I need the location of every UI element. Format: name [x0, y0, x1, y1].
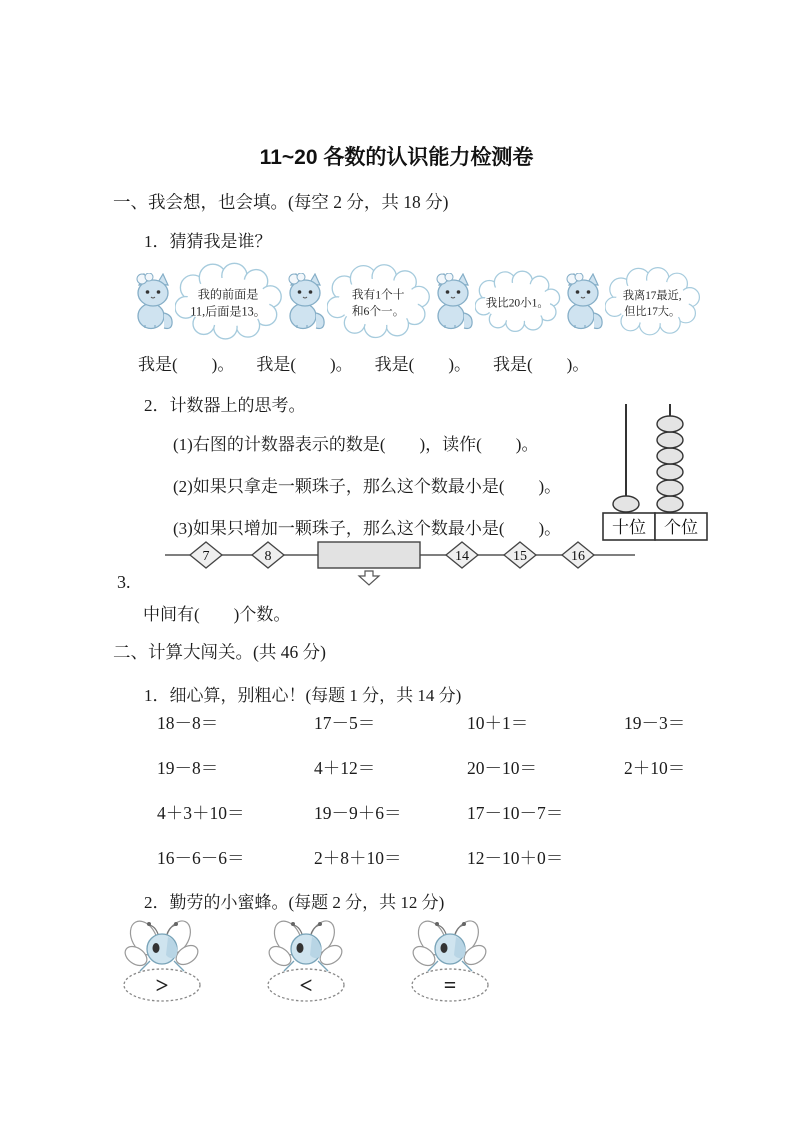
math-problem: 4＋3＋10＝: [157, 803, 245, 823]
section-two-heading: 二、计算大闯关。(共 46 分): [113, 642, 326, 662]
bubble-1-line-2: 11,后面是13。: [190, 304, 266, 319]
bubble-4-line-2: 但比17大。: [624, 305, 681, 318]
q2-item-3: (3)如果只增加一颗珠子，那么这个数最小是( )。: [173, 519, 562, 538]
math-problem: 17－10－7＝: [467, 803, 564, 823]
kitten-icon: [283, 273, 327, 331]
node-7: 7: [202, 549, 210, 564]
bubble-3-line-1: 我比20小1。: [485, 297, 549, 310]
node-14: 14: [455, 549, 469, 564]
compare-symbol-1: >: [155, 973, 169, 998]
math-problem: 17－5＝: [314, 713, 376, 733]
hidden-numbers-box: [318, 542, 420, 568]
q2-item-1: (1)右图的计数器表示的数是( )，读作( )。: [173, 435, 539, 454]
q1-answer-blank-2: 我是( )。: [256, 355, 353, 374]
q1-label: 1．猜猜我是谁？: [144, 232, 272, 251]
q3-label: 3.: [117, 572, 131, 592]
calc-label: 1．细心算，别粗心！(每题 1 分，共 14 分): [144, 686, 462, 705]
section-one-heading: 一、我会想，也会填。(每空 2 分，共 18 分): [113, 192, 449, 212]
bee-greater-than-icon: [110, 918, 215, 1006]
bee-symbols-row: [110, 918, 503, 1006]
math-problem: 2＋8＋10＝: [314, 848, 402, 868]
bubble-4-line-1: 我离17最近,: [622, 289, 682, 302]
compare-symbol-2: <: [299, 973, 313, 998]
q1-answer-blank-3: 我是( )。: [374, 355, 471, 374]
math-problem: 19－9＋6＝: [314, 803, 402, 823]
math-problem: 18－8＝: [157, 713, 219, 733]
node-16: 16: [571, 549, 585, 564]
speech-bubble-2: [327, 262, 431, 342]
kitten-icon: [561, 273, 605, 331]
page-title: 11~20 各数的认识能力检测卷: [259, 146, 534, 169]
abacus-counter: [598, 400, 712, 542]
math-problem: [624, 845, 719, 890]
guess-who-illustration: [131, 255, 699, 349]
number-line: [160, 540, 640, 588]
bees-label: 2．勤劳的小蜜蜂。(每题 2 分，共 12 分): [144, 893, 445, 912]
math-problem: 2＋10＝: [624, 758, 686, 778]
ones-beads: [657, 416, 683, 512]
q2-item-2: (2)如果只拿走一颗珠子，那么这个数最小是( )。: [173, 477, 562, 496]
math-problem: 20－10＝: [467, 758, 537, 778]
bubble-2-line-1: 我有1个十: [351, 288, 405, 302]
ones-place-label: 个位: [664, 518, 698, 537]
cat-bubble-unit-1: [131, 262, 283, 342]
q1-answer-blank-4: 我是( )。: [492, 355, 590, 374]
bee-equals-icon: [398, 918, 503, 1006]
speech-bubble-1: [175, 262, 283, 342]
math-problem: [624, 800, 719, 845]
cat-bubble-unit-2: [283, 262, 431, 342]
cat-bubble-unit-4: [561, 263, 701, 341]
bee-less-than-icon: [254, 918, 359, 1006]
q2-label: 2．计数器上的思考。: [144, 396, 306, 415]
speech-bubble-4: [605, 263, 701, 341]
speech-bubble-3: [475, 270, 561, 334]
kitten-icon: [431, 273, 475, 331]
q3-caption: 中间有( )个数。: [143, 605, 291, 624]
compare-symbol-3: =: [443, 972, 457, 997]
tens-bead: [613, 496, 639, 512]
node-15: 15: [513, 549, 527, 564]
math-problem: 4＋12＝: [314, 758, 376, 778]
bubble-1-line-1: 我的前面是: [197, 287, 259, 302]
down-arrow-icon: [359, 571, 379, 585]
q1-answer-row: [138, 350, 589, 375]
math-problem: 19－3＝: [624, 713, 686, 733]
math-problem: 16－6－6＝: [157, 848, 245, 868]
q1-answer-blank-1: 我是( )。: [138, 355, 235, 374]
bubble-2-line-2: 和6个一。: [351, 305, 405, 318]
kitten-icon: [131, 273, 175, 331]
math-problems-grid: [157, 710, 719, 890]
math-problem: 10＋1＝: [467, 713, 529, 733]
node-8: 8: [264, 549, 272, 564]
tens-place-label: 十位: [612, 518, 646, 537]
math-problem: 12－10＋0＝: [467, 848, 564, 868]
cat-bubble-unit-3: [431, 270, 561, 334]
math-problem: 19－8＝: [157, 758, 219, 778]
